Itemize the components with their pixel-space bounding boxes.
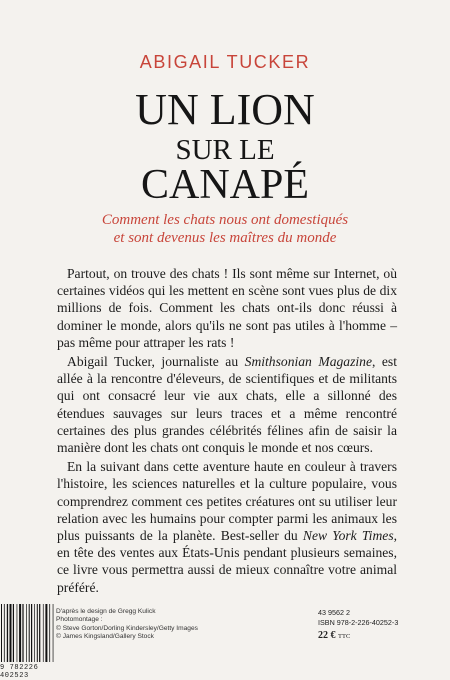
barcode-bar — [4, 604, 5, 662]
barcode-number: 9 782226 402523 — [0, 664, 39, 680]
barcode — [0, 604, 54, 666]
price — [318, 629, 448, 643]
credit-design: D'après le design de Gregg Kulick — [56, 608, 156, 615]
barcode-bar — [37, 604, 38, 662]
blurb-paragraph-2 — [57, 353, 397, 456]
barcode-bar — [19, 604, 21, 662]
blurb-paragraph-3 — [57, 458, 397, 596]
credit-photo-1: © Steve Gorton/Dorling Kindersley/Getty Images — [56, 624, 198, 632]
barcode-bar — [45, 604, 47, 662]
barcode-bar — [10, 604, 12, 662]
author-name: ABIGAIL TUCKER — [139, 52, 311, 72]
blurb-paragraph-1: Partout, on trouve des chats ! Ils sont même sur Internet, où certaines vidéos qui les mettent en scène sont vues plus de dix millions de fois. Comment les chats ont-ils donc réussi à dominer le monde, alors qu'ils ne sont pas utiles à l'homme – pas même pour attraper les rats ! — [57, 266, 397, 350]
retail-info — [318, 608, 448, 643]
book-subtitle — [0, 211, 450, 247]
newspaper-title: New York Times — [302, 528, 394, 544]
magazine-title: Smithsonian Magazine — [244, 354, 372, 370]
price-suffix: TTC — [338, 632, 351, 640]
product-code: 43 9562 2 — [318, 608, 350, 617]
barcode-bar — [1, 604, 2, 662]
barcode-bar — [17, 604, 18, 662]
barcode-bar — [43, 604, 44, 662]
barcode-bar — [31, 604, 32, 662]
blurb-p2-start: Abigail Tucker, journaliste au — [67, 354, 245, 370]
isbn: ISBN 978-2-226-40252-3 — [318, 618, 399, 628]
book-title-line-2: SUR LE — [175, 134, 275, 166]
barcode-bar — [26, 604, 27, 662]
barcode-bar — [34, 604, 35, 662]
subtitle-line-2: et sont devenus les maîtres du monde — [113, 230, 337, 246]
photo-credits — [56, 608, 246, 642]
blurb-text — [57, 265, 397, 596]
barcode-bar — [39, 604, 40, 662]
book-title-line-1: UN LION — [135, 85, 315, 134]
blurb-p3-end: , en tête des ventes aux États-Unis pendant plusieurs semaines, ce livre vous permettra aussi de mieux connaître votre animal préféré. — [57, 528, 398, 595]
barcode-bar — [13, 604, 14, 662]
credit-photo-2: © James Kingsland/Gallery Stock — [56, 633, 154, 641]
credit-photomontage-label: Photomontage : — [56, 616, 103, 624]
book-title-line-3: CANAPÉ — [140, 162, 310, 208]
barcode-bar — [29, 604, 30, 662]
blurb-p2-end: , est allée à la rencontre d'éleveurs, de scientifiques et de militants qui ont consacré leur vie aux chats, elle a sillonné des étendues sauvages sur leurs traces et a même rencontré certaines des plus grandes célébrités félines afin de saisir la manière dont les chats ont conquis le monde et nos cœurs. — [57, 354, 397, 456]
barcode-bar — [49, 604, 50, 662]
barcode-bar — [7, 604, 8, 662]
barcode-bar — [53, 604, 54, 662]
barcode-bar — [22, 604, 23, 662]
price-value: 22 € — [318, 629, 336, 641]
blurb-p3-start: En la suivant dans cette aventure haute en couleur à travers l'histoire, les sciences naturelles et la culture populaire, vous comprendrez comment ces petites créatures ont su utiliser leur relation avec les humains pour compter parmi les animaux les plus puissants de la planète. Best-seller du — [57, 459, 397, 544]
barcode-bars — [0, 604, 54, 664]
subtitle-line-1: Comment les chats nous ont domestiqués — [101, 212, 349, 228]
